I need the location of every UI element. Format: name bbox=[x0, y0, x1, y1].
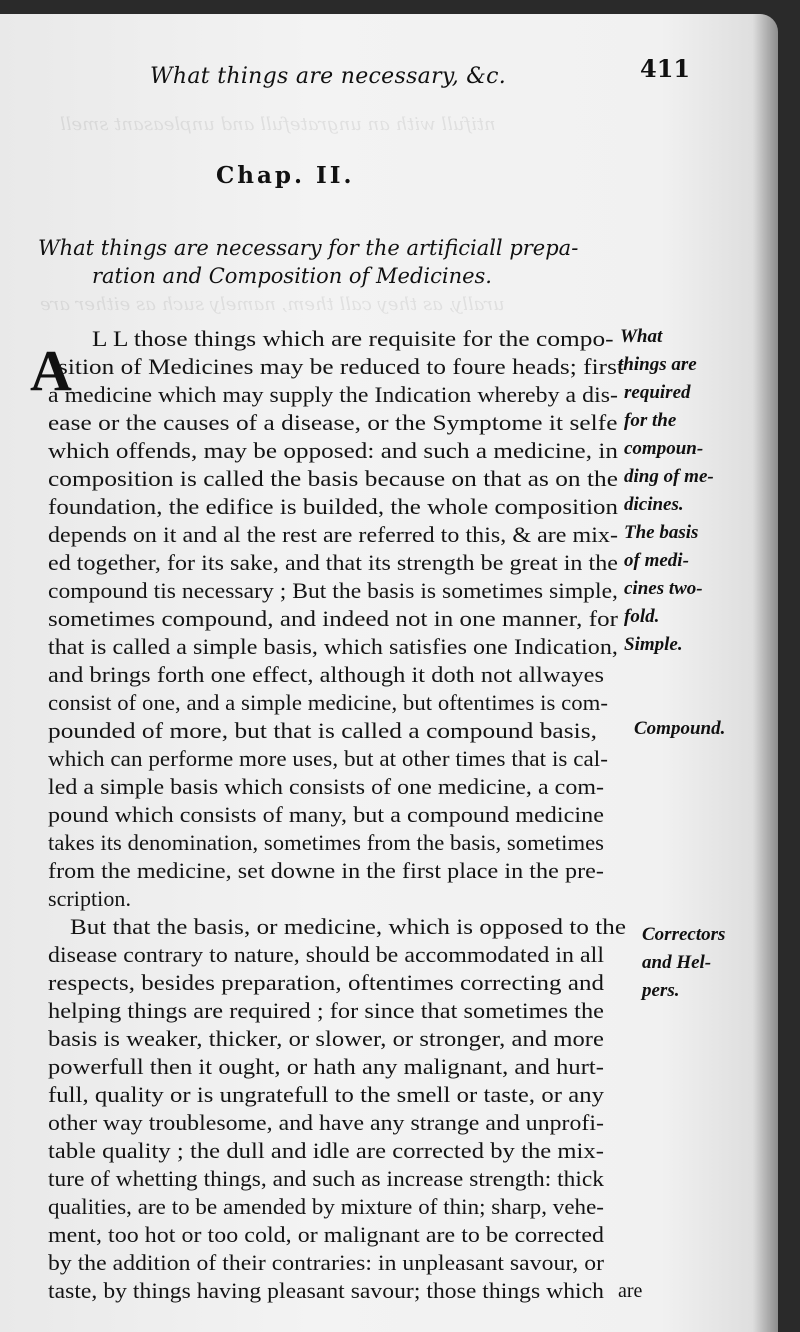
body-line: respects, besides preparation, oftentimes correcting and bbox=[48, 970, 604, 995]
body-line: helping things are required ; for since that sometimes the bbox=[48, 998, 604, 1023]
chapter-heading: Chap. II. bbox=[216, 162, 355, 189]
body-line: depends on it and al the rest are referred to this, & are mix- bbox=[48, 522, 618, 547]
body-line: a medicine which may supply the Indication whereby a dis- bbox=[48, 382, 618, 407]
body-line: composition is called the basis because on that as on the bbox=[48, 466, 618, 491]
body-line: that is called a simple basis, which satisfies one Indication, bbox=[48, 634, 618, 659]
body-line: ease or the causes of a disease, or the Symptome it selfe bbox=[48, 410, 618, 435]
body-line: which offends, may be opposed: and such a medicine, in bbox=[48, 438, 618, 463]
margin-note: The basis bbox=[624, 522, 699, 543]
body-line: table quality ; the dull and idle are corrected by the mix- bbox=[48, 1138, 604, 1163]
margin-note: dicines. bbox=[624, 494, 684, 515]
chapter-subtitle-line-2: ration and Composition of Medicines. bbox=[92, 264, 492, 288]
body-line: by the addition of their contraries: in unpleasant savour, or bbox=[48, 1250, 604, 1275]
margin-note: Simple. bbox=[624, 634, 683, 655]
bleed-through-text: urally, as they call them, namely such as either are bbox=[40, 294, 505, 315]
body-line: disease contrary to nature, should be accommodated in all bbox=[48, 942, 604, 967]
margin-note: for the bbox=[624, 410, 677, 431]
body-line: powerfull then it ought, or hath any malignant, and hurt- bbox=[48, 1054, 604, 1079]
margin-note: of medi- bbox=[624, 550, 689, 571]
body-line: basis is weaker, thicker, or slower, or stronger, and more bbox=[48, 1026, 604, 1051]
body-line: other way troublesome, and have any strange and unprofi- bbox=[48, 1110, 604, 1135]
body-line: ment, too hot or too cold, or malignant are to be corrected bbox=[48, 1222, 604, 1247]
margin-note: Compound. bbox=[634, 718, 726, 739]
margin-note: pers. bbox=[642, 980, 680, 1001]
body-line: ture of whetting things, and such as increase strength: thick bbox=[48, 1166, 604, 1191]
body-line: led a simple basis which consists of one medicine, a com- bbox=[48, 774, 604, 799]
body-line: consist of one, and a simple medicine, but oftentimes is com- bbox=[48, 690, 608, 715]
body-line: qualities, are to be amended by mixture of thin; sharp, vehe- bbox=[48, 1194, 604, 1219]
body-line: foundation, the edifice is builded, the whole composition bbox=[48, 494, 618, 519]
page-spine-shadow bbox=[752, 14, 778, 1332]
drop-cap: A bbox=[30, 338, 72, 403]
margin-note: and Hel- bbox=[642, 952, 712, 973]
margin-note: required bbox=[624, 382, 691, 403]
body-line: L L those things which are requisite for the compo- bbox=[92, 326, 614, 351]
body-line: pound which consists of many, but a compound medicine bbox=[48, 802, 604, 827]
body-line: and brings forth one effect, although it doth not allwayes bbox=[48, 662, 604, 687]
body-line: scription. bbox=[48, 886, 131, 911]
body-line: which can performe more uses, but at other times that is cal- bbox=[48, 746, 608, 771]
margin-note: What bbox=[620, 326, 663, 347]
margin-note: Correctors bbox=[642, 924, 726, 945]
page-number: 411 bbox=[640, 54, 691, 83]
body-line: sition of Medicines may be reduced to foure heads; first bbox=[58, 354, 624, 379]
running-title: What things are necessary, &c. bbox=[150, 64, 507, 89]
margin-note: fold. bbox=[624, 606, 660, 627]
body-line: sometimes compound, and indeed not in one manner, for bbox=[48, 606, 618, 631]
body-line: taste, by things having pleasant savour; those things which bbox=[48, 1278, 604, 1303]
catchword: are bbox=[618, 1280, 643, 1302]
body-line: pounded of more, but that is called a compound basis, bbox=[48, 718, 597, 743]
body-line: full, quality or is ungratefull to the smell or taste, or any bbox=[48, 1082, 604, 1107]
margin-note: ding of me- bbox=[624, 466, 714, 487]
body-line: But that the basis, or medicine, which is opposed to the bbox=[70, 914, 626, 939]
chapter-subtitle-line-1: What things are necessary for the artificiall prepa- bbox=[38, 236, 579, 260]
body-line: ed together, for its sake, and that its strength be great in the bbox=[48, 550, 618, 575]
bleed-through-text: ntifull with an ungratefull and unpleasant smell bbox=[60, 114, 496, 135]
margin-note: things are bbox=[618, 354, 697, 375]
margin-note: compoun- bbox=[624, 438, 704, 459]
margin-note: cines two- bbox=[624, 578, 703, 599]
body-line: takes its denomination, sometimes from the basis, sometimes bbox=[48, 830, 604, 855]
body-line: compound tis necessary ; But the basis is sometimes simple, bbox=[48, 578, 618, 603]
book-page bbox=[0, 14, 778, 1332]
body-line: from the medicine, set downe in the first place in the pre- bbox=[48, 858, 604, 883]
